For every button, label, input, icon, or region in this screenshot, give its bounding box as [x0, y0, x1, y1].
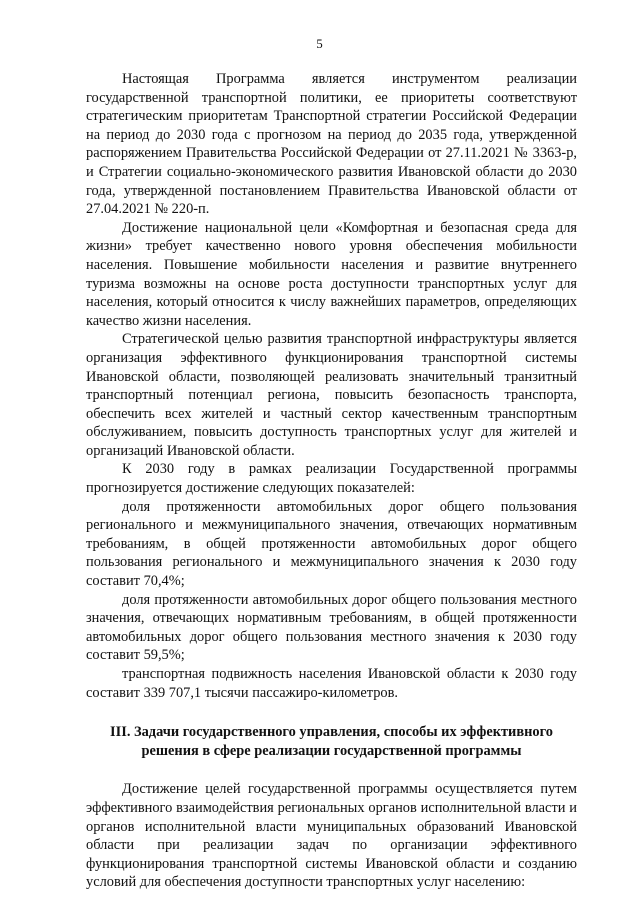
paragraph-forecast-intro: К 2030 году в рамках реализации Государственной программы прогнозируется достижение следующих показателей: — [86, 461, 577, 497]
paragraph-indicator-local-roads: доля протяженности автомобильных дорог общего пользования местного значения, отвечающих нормативным требованиям, в общей протяженности автомобильных дорог общего пользования местного значения к 2030 году составит 59,5%; — [86, 591, 577, 664]
paragraph-section-intro: Достижение целей государственной программы осуществляется путем эффективного взаимодействия региональных органов исполнительной власти и органов исполнительной власти муниципальных образований Ивановской области при реализации задач по организации эффективного функционирования транспортной системы Ивановской области и созданию условий для обеспечения доступности транспортных услуг населению: — [86, 781, 577, 891]
paragraph-indicator-mobility: транспортная подвижность населения Ивановской области к 2030 году составит 339 707,1 тысячи пассажиро-километров. — [86, 666, 577, 701]
document-body — [86, 70, 577, 892]
paragraph-indicator-regional-roads: доля протяженности автомобильных дорог общего пользования регионального и межмуниципального значения, отвечающих нормативным требованиям, в общей протяженности автомобильных дорог общего пользования регионального и межмуниципального значения к 2030 году составит 70,4%; — [86, 498, 577, 590]
paragraph-national-goal: Достижение национальной цели «Комфортная и безопасная среда для жизни» требует качественно нового уровня обеспечения мобильности населения. Повышение мобильности населения и развитие внутреннего туризма возможны на основе роста доступности транспортных услуг для населения, который относится к числу важнейших параметров, определяющих качество жизни населения. — [86, 219, 577, 329]
page-number: 5 — [316, 36, 323, 51]
section-heading: III. Задачи государственного управления, способы их эффективного решения в сфере реализации государственной программы — [110, 724, 553, 759]
paragraph-program-policy: Настоящая Программа является инструментом реализации государственной транспортной политики, ее приоритеты соответствуют стратегическим приоритетам Транспортной стратегии Российской Федерации на период до 2030 года с прогнозом на период до 2035 года, утвержденной распоряжением Правительства Российской Федерации от 27.11.2021 № 3363-р, и Стратегии социально-экономического развития Ивановской области до 2030 года, утвержденной постановлением Правительства Ивановской области от 27.04.2021 № 220-п. — [86, 71, 577, 218]
paragraph-strategic-goal: Стратегической целью развития транспортной инфраструктуры является организация эффективного функционирования транспортной системы Ивановской области, позволяющей реализовать значительный транзитный транспортный потенциал региона, повысить безопасность транспорта, обеспечить всех жителей и частный сектор качественным транспортным обслуживанием, повысить доступность транспортных услуг для жителей и организаций Ивановской области. — [86, 331, 577, 459]
